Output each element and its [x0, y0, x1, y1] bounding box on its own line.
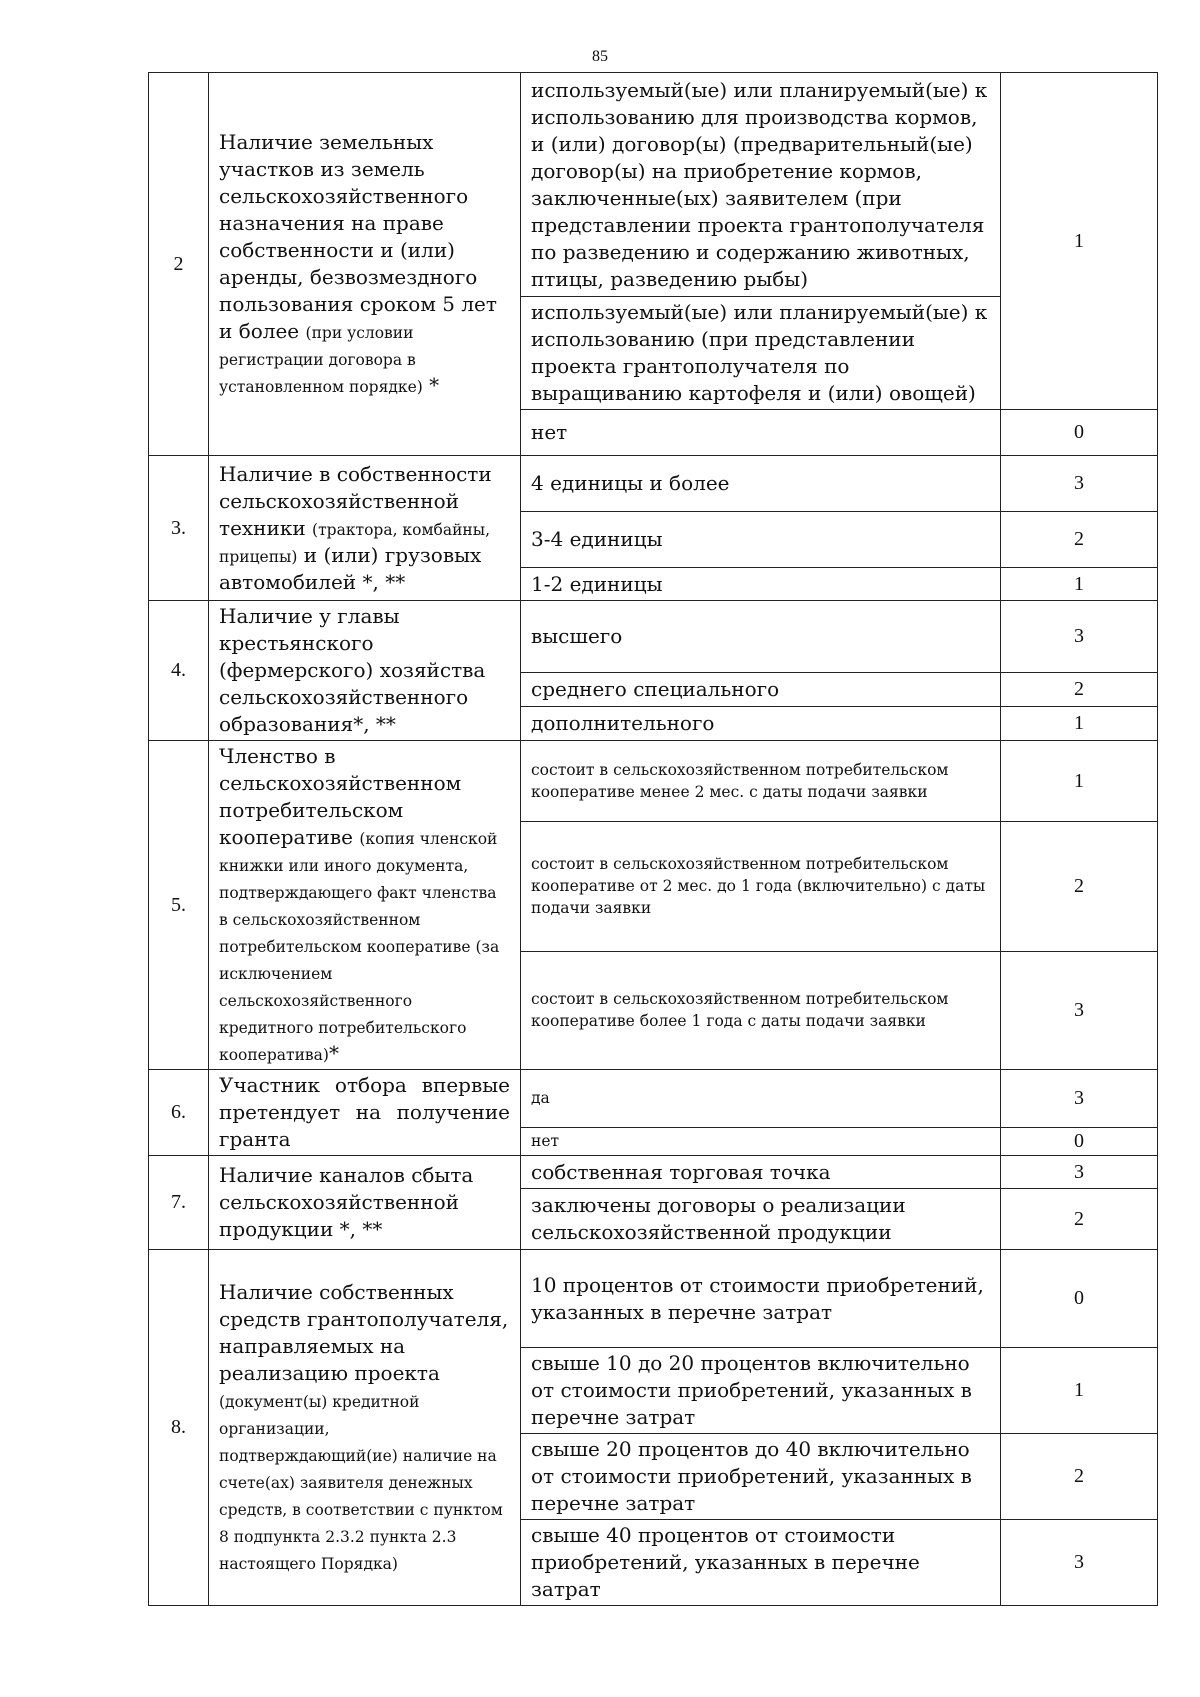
- option-text: состоит в сельскохозяйственном потребительском кооперативе менее 2 мес. с даты подачи заявки: [521, 741, 1001, 822]
- option-text: 3-4 единицы: [521, 512, 1001, 568]
- option-points: 0: [1001, 1127, 1158, 1155]
- option-points: 2: [1001, 822, 1158, 951]
- criterion-main: Наличие собственных средств грантополучателя, направляемых на реализацию проекта: [219, 1280, 509, 1385]
- table-row: [149, 456, 1158, 512]
- option-text: собственная торговая точка: [521, 1156, 1001, 1189]
- criterion-main: Членство в сельскохозяйственном потребительском кооперативе: [219, 744, 462, 849]
- row-number: 8.: [149, 1250, 209, 1606]
- criterion-main: Наличие у главы крестьянского (фермерского) хозяйства сельскохозяйственного образования*, **: [219, 604, 486, 736]
- option-points: 2: [1001, 672, 1158, 707]
- option-points: 2: [1001, 1189, 1158, 1250]
- criteria-table: [148, 72, 1158, 1606]
- option-text: 10 процентов от стоимости приобретений, указанных в перечне затрат: [521, 1250, 1001, 1348]
- option-text: свыше 40 процентов от стоимости приобретений, указанных в перечне затрат: [521, 1520, 1001, 1606]
- option-points: 3: [1001, 951, 1158, 1070]
- option-points: 0: [1001, 1250, 1158, 1348]
- criterion-name: [209, 456, 521, 601]
- option-points: 1: [1001, 707, 1158, 741]
- option-points: 1: [1001, 73, 1158, 410]
- criterion-main: Наличие каналов сбыта сельскохозяйственной продукции *, **: [219, 1163, 474, 1241]
- option-points: 3: [1001, 456, 1158, 512]
- table-row: [149, 1250, 1158, 1348]
- option-text: свыше 10 до 20 процентов включительно от стоимости приобретений, указанных в перечне затрат: [521, 1348, 1001, 1434]
- criterion-name: [209, 1156, 521, 1250]
- option-text: нет: [521, 410, 1001, 456]
- criterion-suffix: *: [422, 373, 440, 397]
- table-row: [149, 601, 1158, 673]
- option-points: 0: [1001, 410, 1158, 456]
- criterion-main: Участник отбора впервые претендует на получение гранта: [219, 1073, 510, 1151]
- option-text: используемый(ые) или планируемый(ые) к использованию (при представлении проекта грантополучателя по выращиванию картофеля и (или) овощей): [521, 297, 1001, 410]
- row-number: 2: [149, 73, 209, 456]
- criterion-name: [209, 601, 521, 741]
- criterion-note: (трактора, комбайны, прицепы): [219, 520, 491, 566]
- criterion-name: [209, 741, 521, 1070]
- option-text: дополнительного: [521, 707, 1001, 741]
- criterion-main: Наличие земельных участков из земель сельскохозяйственного назначения на праве собственности и (или) аренды, безвозмездного пользования сроком 5 лет и более: [219, 130, 497, 343]
- table-row: [149, 1156, 1158, 1189]
- option-points: 2: [1001, 1434, 1158, 1520]
- row-number: 5.: [149, 741, 209, 1070]
- row-number: 7.: [149, 1156, 209, 1250]
- criterion-main: Наличие в собственности сельскохозяйственной техники: [219, 461, 492, 540]
- row-number: 6.: [149, 1070, 209, 1156]
- criterion-note: (при условии регистрации договора в установленном порядке): [219, 324, 423, 396]
- option-points: 1: [1001, 568, 1158, 601]
- option-points: 3: [1001, 1520, 1158, 1606]
- option-text: состоит в сельскохозяйственном потребительском кооперативе от 2 мес. до 1 года (включительно) с даты подачи заявки: [521, 822, 1001, 951]
- option-points: 2: [1001, 512, 1158, 568]
- criterion-suffix: и (или) грузовых автомобилей *, **: [219, 542, 482, 594]
- option-text: среднего специального: [521, 672, 1001, 707]
- criterion-name: [209, 1070, 521, 1156]
- option-text: 1-2 единицы: [521, 568, 1001, 601]
- option-text: свыше 20 процентов до 40 включительно от стоимости приобретений, указанных в перечне затрат: [521, 1434, 1001, 1520]
- table-row: [149, 1070, 1158, 1128]
- option-points: 3: [1001, 601, 1158, 673]
- option-text: используемый(ые) или планируемый(ые) к использованию для производства кормов, и (или) договор(ы) (предварительный(ые) договор(ы) на приобретение кормов, заключенные(ых) заявителем (при представлении проекта грантополучателя по разведению и содержанию животных, птицы, разведению рыбы): [521, 73, 1001, 297]
- table-row: [149, 73, 1158, 297]
- option-points: 1: [1001, 741, 1158, 822]
- table-row: [149, 741, 1158, 822]
- option-points: 1: [1001, 1348, 1158, 1434]
- row-number: 3.: [149, 456, 209, 601]
- option-text: состоит в сельскохозяйственном потребительском кооперативе более 1 года с даты подачи заявки: [521, 951, 1001, 1070]
- option-text: высшего: [521, 601, 1001, 673]
- option-points: 3: [1001, 1156, 1158, 1189]
- option-text: заключены договоры о реализации сельскохозяйственной продукции: [521, 1189, 1001, 1250]
- page-number: 85: [592, 48, 608, 65]
- criterion-suffix: *: [328, 1041, 339, 1065]
- option-text: 4 единицы и более: [521, 456, 1001, 512]
- option-points: 3: [1001, 1070, 1158, 1128]
- criterion-name: [209, 73, 521, 456]
- criterion-name: [209, 1250, 521, 1606]
- option-text: нет: [521, 1127, 1001, 1155]
- criterion-note: (копия членской книжки или иного документа, подтверждающего факт членства в сельскохозяйственном потребительском кооперативе (за исключением сельскохозяйственного кредитного потребительского кооператива): [219, 830, 500, 1064]
- criterion-note: (документ(ы) кредитной организации, подтверждающий(ие) наличие на счете(ах) заявителя денежных средств, в соответствии с пунктом 8 подпункта 2.3.2 пункта 2.3 настоящего Порядка): [219, 1393, 503, 1573]
- option-text: да: [521, 1070, 1001, 1128]
- row-number: 4.: [149, 601, 209, 741]
